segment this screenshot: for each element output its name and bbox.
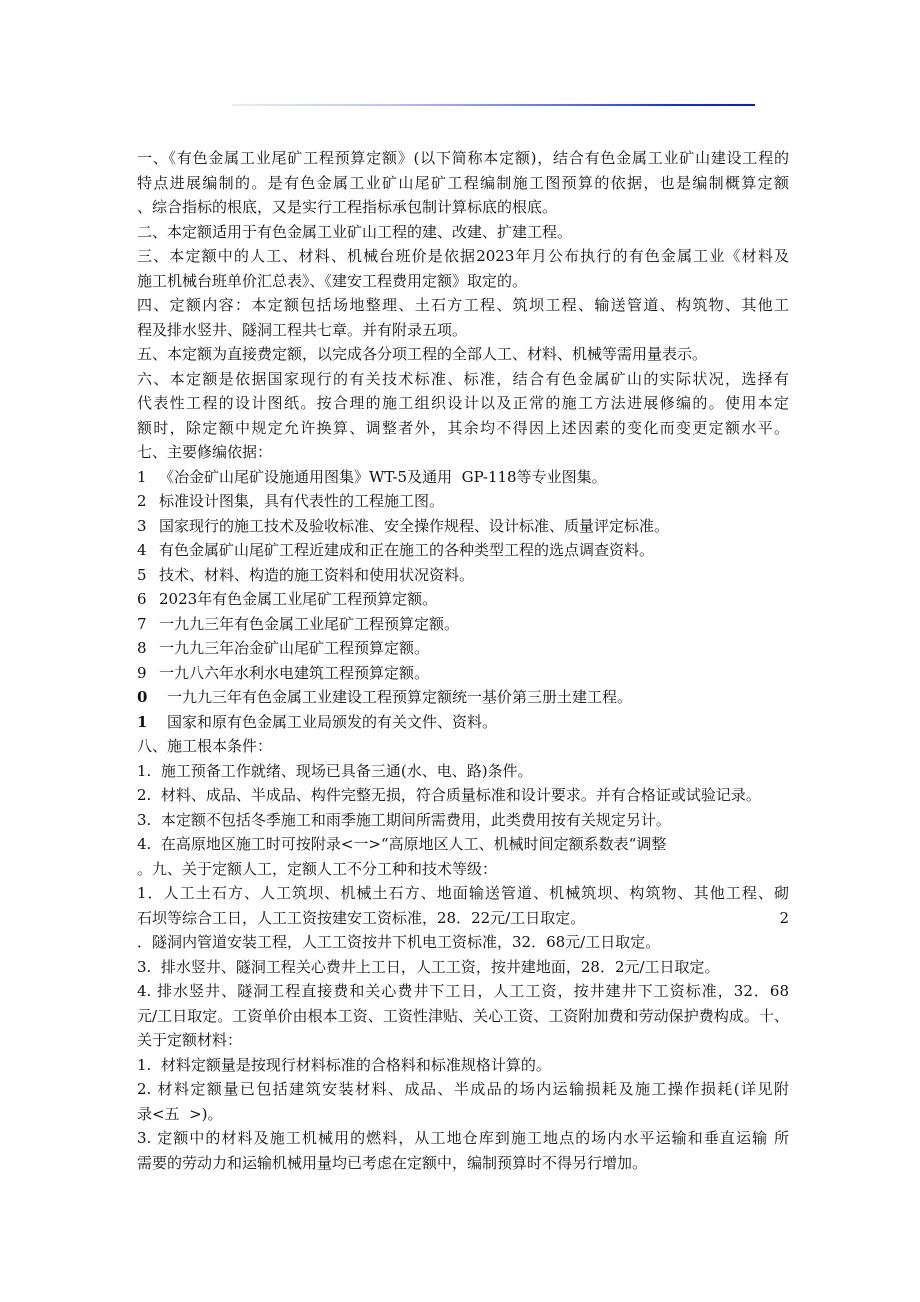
paragraph-line: 录<五 >)。 (137, 1104, 223, 1123)
paragraph-line-text: 石坝等综合工日，人工工资按建安工资标准，28．22元/工日取定。 (137, 908, 586, 927)
paragraph-line: 一、《有色金属工业尾矿工程预算定额》(以下简称本定额)，结合有色金属工业矿山建设工程的 (137, 149, 789, 167)
paragraph-line: 3. 本定额不包括冬季施工和雨季施工期间所需费用，此类费用按有关规定另计。 (137, 810, 671, 829)
basis-item (137, 538, 789, 563)
paragraph-line: 二、本定额适用于有色金属工业矿山工程的建、改建、扩建工程。 (137, 222, 573, 241)
paragraph-line: 元/工日取定。工资单价由根本工资、工资性津贴、关心工资、工资附加费和劳动保护费构成。十、 (137, 1006, 789, 1025)
stray-number: 2 (779, 908, 789, 927)
paragraph-line: 额时，除定额中规定允许换算、调整者外，其余均不得因上述因素的变化而变更定额水平。 (137, 418, 789, 437)
paragraph-line: 2. 材料、成品、半成品、构件完整无损，符合质量标准和设计要求。并有合格证或试验记录。 (137, 786, 761, 804)
basis-item-text: 国家和原有色金属工业局颁发的有关文件、资料。 (167, 712, 498, 731)
section-heading: 。九、关于定额人工，定额人工不分工种和技术等级： (137, 859, 498, 878)
basis-item-number: 1 (137, 467, 147, 486)
basis-item (137, 587, 789, 612)
paragraph-line: 三、本定额中的人工、材料、机械台班价是依据2023年月公布执行的有色金属工业《材料及 (137, 247, 789, 265)
basis-item (137, 636, 789, 661)
basis-item-number: 9 (137, 663, 147, 682)
paragraph-line: 1. 材料定额量是按现行材料标准的合格料和标准规格计算的。 (137, 1055, 551, 1074)
basis-item-text: 2023年有色金属工业尾矿工程预算定额。 (159, 590, 438, 608)
paragraph-line: 、综合指标的根底，又是实行工程指标承包制计算标底的根底。 (137, 198, 558, 216)
basis-item-number: 1 (137, 712, 148, 731)
basis-item-text: 一九八六年水利水电建筑工程预算定额。 (159, 663, 430, 682)
paragraph-line: 4. 在高原地区施工时可按附录<一>“高原地区人工、机械时间定额系数表“调整 (137, 835, 667, 853)
basis-item-text: 一九九三年冶金矿山尾矿工程预算定额。 (159, 639, 430, 657)
paragraph-line: 2. 材料定额量已包括建筑安装材料、成品、半成品的场内运输损耗及施工操作损耗(详见附 (137, 1080, 789, 1098)
basis-item-number: 4 (137, 541, 147, 559)
basis-item (137, 685, 789, 710)
basis-item-text: 一九九三年有色金属工业尾矿工程预算定额。 (159, 614, 460, 633)
basis-item (137, 661, 789, 686)
paragraph-line: 特点进展编制的。是有色金属工业矿山尾矿工程编制施工图预算的依据，也是编制概算定额 (137, 173, 789, 192)
basis-item-text: 技术、材料、构造的施工资料和使用状况资料。 (159, 565, 475, 584)
basis-item-text: 一九九三年有色金属工业建设工程预算定额统一基价第三册土建工程。 (167, 688, 633, 706)
basis-item (137, 710, 789, 735)
basis-item-number: 5 (137, 565, 147, 584)
basis-item-number: 8 (137, 639, 147, 657)
paragraph-line: 1. 施工预备工作就绪、现场已具备三通(水、电、路)条件。 (137, 761, 533, 780)
paragraph-line: 3. 定额中的材料及施工机械用的燃料，从工地仓库到施工地点的场内水平运输和垂直运输 所 (137, 1129, 789, 1147)
basis-item (137, 612, 789, 637)
basis-item (137, 514, 789, 539)
basis-item (137, 489, 789, 514)
basis-item-text: 标准设计图集，具有代表性的工程施工图。 (159, 492, 445, 510)
paragraph-line: 1．人工土石方、人工筑坝、机械土石方、地面输送管道、机械筑坝、构筑物、其他工程、砌 (137, 884, 789, 902)
header-rule (232, 104, 755, 106)
basis-item-number: 3 (137, 516, 147, 535)
paragraph-line: 3. 排水竖井、隧洞工程关心费井上工日，人工工资，按井建地面，28．2元/工日取定。 (137, 957, 720, 976)
basis-item-text: 有色金属矿山尾矿工程近建成和正在施工的各种类型工程的选点调查资料。 (159, 541, 655, 559)
basis-item-text: 国家现行的施工技术及验收标准、安全操作规程、设计标准、质量评定标准。 (159, 516, 670, 535)
paragraph-line: 四、定额内容：本定额包括场地整理、土石方工程、筑坝工程、输送管道、构筑物、其他工 (137, 296, 789, 314)
paragraph-line: 4. 排水竖井、隧洞工程直接费和关心费井下工日，人工工资，按井建井下工资标准，32．68 (137, 982, 789, 1000)
paragraph-line: ．隧洞内管道安装工程，人工工资按井下机电工资标准，32．68元/工日取定。 (137, 933, 661, 951)
paragraph-line: 需要的劳动力和运输机械用量均已考虑在定额中，编制预算时不得另行增加。 (137, 1153, 648, 1172)
document-body (137, 146, 789, 1175)
section-heading: 关于定额材料： (137, 1031, 243, 1049)
basis-item-number: 6 (137, 590, 147, 608)
basis-item (137, 563, 789, 588)
basis-item-number: 0 (137, 688, 148, 706)
paragraph-line: 六、本定额是依据国家现行的有关技术标准、标准，结合有色金属矿山的实际状况，选择有 (137, 369, 789, 388)
paragraph-line (137, 906, 789, 931)
basis-item-text: 《冶金矿山尾矿设施通用图集》WT-5及通用 GP-118等专业图集。 (159, 467, 607, 486)
section-heading: 八、施工根本条件： (137, 737, 273, 755)
paragraph-line: 程及排水竖井、隧洞工程共七章。并有附录五项。 (137, 320, 468, 339)
basis-item (137, 465, 789, 490)
paragraph-line: 施工机械台班单价汇总表》、《建安工程费用定额》取定的。 (137, 271, 528, 290)
paragraph-line: 五、本定额为直接费定额，以完成各分项工程的全部人工、材料、机械等需用量表示。 (137, 345, 708, 363)
basis-item-number: 7 (137, 614, 147, 633)
section-heading: 七、主要修编依据： (137, 443, 273, 461)
basis-item-number: 2 (137, 492, 147, 510)
paragraph-line: 代表性工程的设计图纸。按合理的施工组织设计以及正常的施工方法进展修编的。使用本定 (137, 394, 789, 412)
